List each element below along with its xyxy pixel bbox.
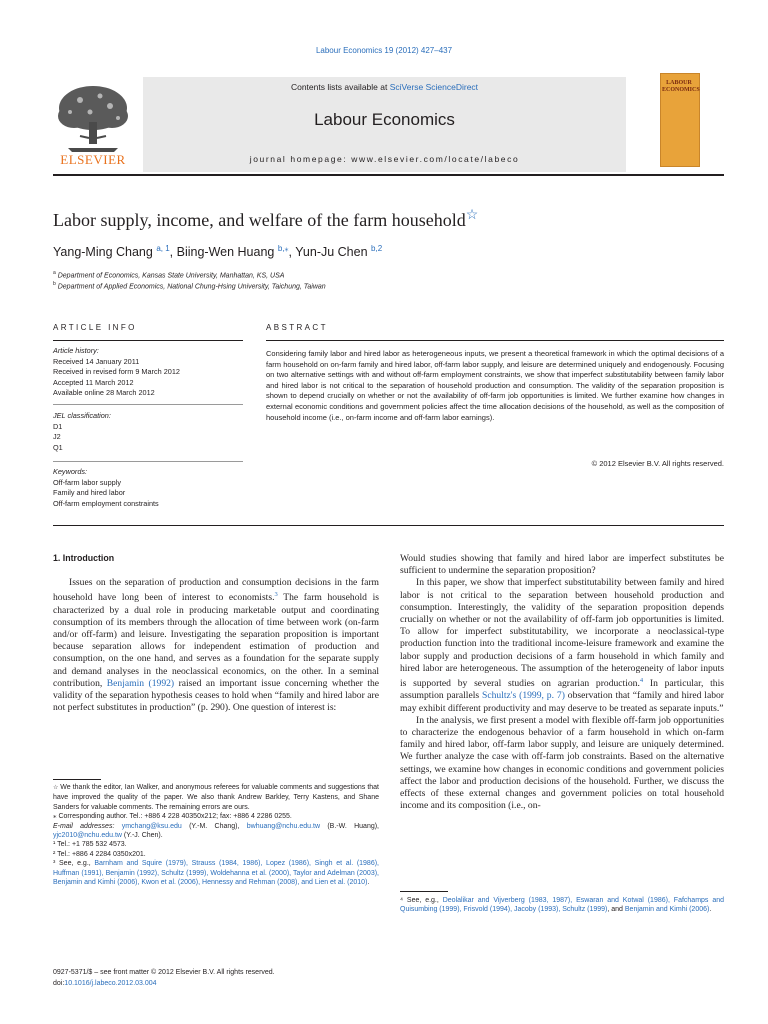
history-item: Accepted 11 March 2012	[53, 377, 134, 387]
body-paragraph: Would studies showing that family and hired labor are imperfect substitutes be sufficient to undermine the separation proposition?	[400, 553, 724, 577]
cover-title-line-2: ECONOMICS	[662, 87, 700, 93]
paragraph-text: raised an important issue concerning whether the validity of the separation hypothesis ceases to hold when “family and hired labor are not perfect substitutes in production” (p. 290). One question of interest is:	[53, 677, 380, 714]
footnote-text: Tel.: +886 4 2284 0350x201.	[57, 850, 146, 858]
history-item: Available online 28 March 2012	[53, 388, 155, 397]
issn-line: 0927-5371/$ – see front matter © 2012 Elsevier B.V. All rights reserved.	[53, 969, 275, 976]
footnote-text: .	[367, 879, 370, 887]
article-info-heading: ARTICLE INFO	[53, 323, 137, 332]
citation-link[interactable]: Deolalikar and Vijverberg (1983, 1987), Eswaran and Kotwal (1986), Fafchamps and Quisumbing (1999), Frisvold (1994), Jacoby (1993), Schultz (1999)	[400, 897, 724, 914]
jel-code: Q1	[53, 442, 63, 452]
author-affiliation-sup[interactable]: b,⁎	[277, 244, 289, 253]
paragraph-text: Issues on the separation of production and consumption decisions in the farm household have long been of interest to economists.	[53, 577, 379, 604]
info-divider	[53, 461, 243, 462]
footnote-marker: ¹	[53, 841, 58, 849]
affiliation-sup: a	[53, 270, 56, 276]
abstract-heading: ABSTRACT	[266, 323, 328, 332]
body-divider	[53, 525, 724, 526]
jel-code: J2	[53, 432, 61, 441]
info-divider	[53, 404, 243, 405]
email-link[interactable]: ymchang@ksu.edu	[121, 822, 182, 830]
footnote-text: We thank the editor, Ian Walker, and anonymous referees for valuable comments and suggestions that have improved the quality of the paper. We also thank Andrew Barkley, Terry Kastens, and Shane Sanders for valuable comments. The remaining errors are ours.	[53, 784, 379, 811]
keywords-block	[53, 467, 243, 509]
journal-citation-link[interactable]: Labour Economics 19 (2012) 427–437	[315, 46, 453, 55]
author-separator: ,	[169, 245, 177, 260]
paragraph-text: In this paper, we show that imperfect substitutability between family and hired labor is not critical to the separation between household production and consumption. Interestingly, the validity of the separation proposition depends crucially on whether or not the availability of off-farm job opportunities is limited. To allow for imperfect substitutability, we incorporate a neoclassical-type production function into the traditional income-leisure framework and examine the labor supply and production decisions of a farm household in which family and hired labor are heterogeneous. The assumption of the heterogeneity of labor inputs is supported by several studies on agrarian production.	[400, 577, 724, 690]
footnote-text: Corresponding author. Tel.: +886 4 228 40350x212; fax: +886 4 2286 0255.	[58, 813, 292, 821]
footnote-text: See, e.g.,	[406, 897, 443, 904]
jel-label: JEL classification:	[53, 411, 111, 420]
abstract-text: Considering family labor and hired labor as heterogeneous inputs, we present a theoretical framework in which the optimal decisions of a farm household on on-farm family and hired labor, off-farm labor supply, and leisure are determined uniquely and endogenously. Focusing on two alternative settings with and without off-farm employment constraints, we show that imperfect substitutability between family labor and hired labor is not critical to the separation of household production and consumption. The validity of the separation proposition is shown to depend crucially on whether or not the availability of off-farm job opportunities is limited. We further examine how changes in external economic conditions and government policies affect the time allocation decisions of the household, as well as the composition of household income (i.e., on-farm income and off-farm labor earnings).	[266, 349, 724, 422]
email-owner: (Y.-J. Chen).	[121, 832, 163, 840]
citation-link[interactable]: Benjamin (1992)	[106, 677, 175, 689]
article-title	[53, 207, 478, 231]
author-affiliation-sup[interactable]: b,2	[371, 244, 383, 253]
author-separator: ,	[288, 245, 296, 260]
footnote-marker: ⁎	[53, 813, 59, 821]
history-item: Received 14 January 2011	[53, 356, 140, 366]
footnote-rule	[400, 891, 448, 892]
body-paragraph	[400, 577, 724, 714]
doi-link[interactable]: 10.1016/j.labeco.2012.03.004	[64, 979, 157, 987]
footnote-3	[53, 859, 379, 887]
email-owner: (B.-W. Huang),	[320, 822, 380, 830]
author-name: Yun-Ju Chen	[295, 245, 368, 260]
info-rule	[53, 340, 243, 341]
journal-title: Labour Economics	[314, 110, 455, 129]
jel-code: D1	[53, 421, 63, 431]
email-label: E-mail addresses:	[53, 822, 122, 830]
section-heading-introduction: 1. Introduction	[53, 553, 115, 563]
sciverse-link[interactable]: SciVerse ScienceDirect	[389, 82, 479, 92]
paragraph-text: In particular, this assumption parallels	[400, 678, 724, 702]
email-owner: (Y.-M. Chang),	[181, 822, 247, 830]
keyword-item: Off-farm labor supply	[53, 477, 121, 487]
paragraph-text: observation that “family and hired labor may exhibit different productivity and may deserve to be treated as separate inputs.”	[400, 690, 725, 714]
article-title-text: Labor supply, income, and welfare of the farm household	[53, 210, 466, 230]
footnote-corresponding	[53, 812, 379, 821]
footnote-marker: ³	[53, 860, 60, 868]
journal-cover-title	[662, 80, 700, 94]
body-column-left	[53, 577, 379, 714]
body-column-right	[400, 553, 724, 812]
issn-doi-block	[53, 968, 275, 989]
author-name: Biing-Wen Huang	[176, 245, 275, 260]
footnote-ref-3[interactable]: 3	[274, 591, 278, 599]
history-item: Received in revised form 9 March 2012	[53, 367, 180, 376]
affiliation-a	[53, 270, 284, 279]
doi-prefix: doi:	[53, 979, 65, 987]
author-list	[53, 244, 382, 259]
footnote-rule	[53, 779, 101, 780]
contents-available-line	[143, 82, 626, 92]
footnote-marker: ⁴	[400, 897, 407, 904]
footnote-text: .	[709, 906, 712, 914]
journal-homepage-link[interactable]: journal homepage: www.elsevier.com/locate/labeco	[249, 154, 520, 164]
body-paragraph: In the analysis, we first present a model with flexible off-farm job opportunities to characterize the endogenous behavior of a farm household in which on-farm family and hired labor, off-farm labor supply, and leisure are uniquely determined. We further analyze the case with off-farm job constraints. Based on the alternative settings, we examine how changes in economic conditions and government policies affect the labor and production decisions of the household. Further, we discuss the effects of these external changes and government policies on total household income and its composition (i.e., on-	[400, 714, 724, 812]
affiliation-b	[53, 281, 326, 290]
footnote-ref-4[interactable]: 4	[639, 677, 644, 685]
keyword-item: Family and hired labor	[53, 488, 126, 497]
footnote-4	[400, 896, 724, 915]
title-star-icon[interactable]: ☆	[465, 208, 479, 223]
citation-link[interactable]: Barnham and Squire (1979), Strauss (1984, 1986), Lopez (1986), Singh et al. (1986), Huffman (1991), Benjamin (1992), Schultz (1999), Woldehanna et al. (2000), Taylor and Adelman (2003), Benjamin and Kimhi (2006), Kwon et al. (2006), Hennessy and Rehman (2008), and Lien et al. (2010)	[53, 860, 379, 887]
affiliation-text: Department of Applied Economics, National Chung-Hsing University, Taichung, Taiwan	[57, 283, 326, 291]
history-label: Article history:	[53, 346, 99, 355]
footnote-1	[53, 840, 379, 849]
contents-prefix: Contents lists available at	[290, 82, 390, 92]
author-name: Yang-Ming Chang	[53, 245, 153, 260]
body-paragraph	[53, 577, 379, 714]
jel-classification	[53, 411, 243, 453]
affiliation-text: Department of Economics, Kansas State University, Manhattan, KS, USA	[57, 272, 285, 280]
abstract-copyright: © 2012 Elsevier B.V. All rights reserved.	[591, 459, 724, 468]
abstract-rule	[266, 340, 724, 341]
footnotes-right	[400, 896, 724, 915]
footnote-star	[53, 783, 379, 812]
keywords-label: Keywords:	[53, 467, 88, 476]
footnote-emails	[53, 822, 379, 841]
doi-line	[53, 979, 275, 990]
article-history	[53, 346, 243, 399]
footnote-2	[53, 850, 379, 859]
footnote-text: See, e.g.,	[59, 860, 95, 868]
footnote-marker: ²	[53, 850, 58, 858]
keyword-item: Off-farm employment constraints	[53, 498, 159, 508]
author-affiliation-sup[interactable]: a, 1	[156, 244, 170, 253]
email-link[interactable]: yjc2010@nchu.edu.tw	[53, 832, 122, 840]
citation-link[interactable]: Benjamin and Kimhi (2006)	[624, 906, 710, 914]
footnote-text: , and	[607, 906, 625, 914]
elsevier-wordmark: ELSEVIER	[60, 152, 126, 167]
footnote-text: Tel.: +1 785 532 4573.	[57, 841, 127, 849]
footnote-marker: ☆	[53, 785, 61, 791]
email-link[interactable]: bwhuang@nchu.edu.tw	[246, 822, 321, 830]
footnotes-left	[53, 783, 379, 887]
cover-title-line-1: LABOUR	[666, 80, 692, 86]
affiliation-sup: b	[53, 281, 56, 287]
citation-link[interactable]: Schultz's (1999, p. 7)	[482, 690, 565, 702]
paragraph-text: The farm household is characterized by a dual role in producing marketable output and coordinating consumption of its members through the allocation of time between work (on-farm and/or off-farm) and leisure. Investigating the separation proposition is important because separation allows for independent estimation of production and consumption, on the one hand, and serves as a foundation for the separate supply and demand analyses in the neoclassical economics, on the other. In a seminal contribution,	[53, 592, 379, 689]
header-divider	[53, 174, 724, 176]
